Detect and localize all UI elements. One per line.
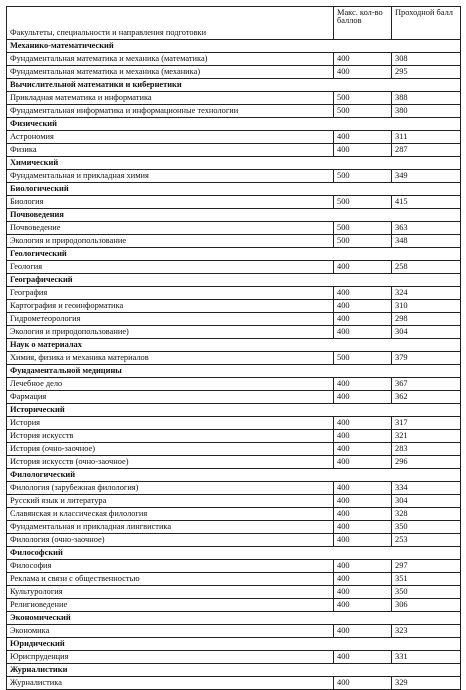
- table-row: [7, 66, 461, 79]
- faculty-name: Почвоведения: [7, 209, 461, 222]
- program-name: История искусств (очно-заочное): [7, 456, 334, 469]
- admission-scores-table: [6, 6, 461, 690]
- faculty-section-row: [7, 638, 461, 651]
- passing-score: 350: [392, 586, 461, 599]
- table-row: [7, 92, 461, 105]
- faculty-section-row: [7, 118, 461, 131]
- passing-score: 304: [392, 495, 461, 508]
- passing-score: 311: [392, 131, 461, 144]
- passing-score: 348: [392, 235, 461, 248]
- faculty-name: Филологический: [7, 469, 461, 482]
- table-row: [7, 430, 461, 443]
- max-score: 400: [334, 586, 392, 599]
- table-row: [7, 417, 461, 430]
- passing-score: 295: [392, 66, 461, 79]
- program-name: Журналистика: [7, 677, 334, 690]
- faculty-section-row: [7, 612, 461, 625]
- table-row: [7, 352, 461, 365]
- max-score: 400: [334, 261, 392, 274]
- passing-score: 331: [392, 651, 461, 664]
- program-name: Юриспруденция: [7, 651, 334, 664]
- table-row: [7, 144, 461, 157]
- faculty-section-row: [7, 248, 461, 261]
- table-row: [7, 625, 461, 638]
- program-name: Картография и геоинформатика: [7, 300, 334, 313]
- program-name: Фундаментальная математика и механика (механика): [7, 66, 334, 79]
- max-score: 400: [334, 482, 392, 495]
- faculty-section-row: [7, 40, 461, 53]
- passing-score: 324: [392, 287, 461, 300]
- faculty-name: Механико-математический: [7, 40, 461, 53]
- table-row: [7, 573, 461, 586]
- program-name: Астрономия: [7, 131, 334, 144]
- faculty-section-row: [7, 547, 461, 560]
- program-name: Фундаментальная и прикладная химия: [7, 170, 334, 183]
- program-name: Фармация: [7, 391, 334, 404]
- max-score: 400: [334, 66, 392, 79]
- program-name: Экономика: [7, 625, 334, 638]
- max-score: 400: [334, 456, 392, 469]
- table-row: [7, 222, 461, 235]
- passing-score: 323: [392, 625, 461, 638]
- passing-score: 349: [392, 170, 461, 183]
- faculty-name: Физический: [7, 118, 461, 131]
- table-row: [7, 300, 461, 313]
- passing-score: 298: [392, 313, 461, 326]
- passing-score: 306: [392, 599, 461, 612]
- table-row: [7, 560, 461, 573]
- program-name: История: [7, 417, 334, 430]
- program-name: Прикладная математика и информатика: [7, 92, 334, 105]
- faculty-section-row: [7, 664, 461, 677]
- passing-score: 363: [392, 222, 461, 235]
- passing-score: 367: [392, 378, 461, 391]
- header-passing-score: Проходной балл: [392, 7, 461, 40]
- program-name: Экология и природопользование: [7, 235, 334, 248]
- faculty-name: Юридический: [7, 638, 461, 651]
- passing-score: 308: [392, 53, 461, 66]
- max-score: 400: [334, 417, 392, 430]
- program-name: Религиоведение: [7, 599, 334, 612]
- passing-score: 415: [392, 196, 461, 209]
- program-name: Культурология: [7, 586, 334, 599]
- table-row: [7, 482, 461, 495]
- table-row: [7, 313, 461, 326]
- max-score: 400: [334, 521, 392, 534]
- passing-score: 296: [392, 456, 461, 469]
- table-row: [7, 170, 461, 183]
- passing-score: 310: [392, 300, 461, 313]
- program-name: История искусств: [7, 430, 334, 443]
- max-score: 400: [334, 378, 392, 391]
- passing-score: 334: [392, 482, 461, 495]
- table-row: [7, 105, 461, 118]
- max-score: 400: [334, 560, 392, 573]
- faculty-name: Фундаментальной медицины: [7, 365, 461, 378]
- max-score: 400: [334, 430, 392, 443]
- max-score: 500: [334, 352, 392, 365]
- table-row: [7, 651, 461, 664]
- passing-score: 304: [392, 326, 461, 339]
- table-row: [7, 456, 461, 469]
- max-score: 400: [334, 313, 392, 326]
- faculty-name: Экономический: [7, 612, 461, 625]
- passing-score: 350: [392, 521, 461, 534]
- program-name: Фундаментальная информатика и информационные технологии: [7, 105, 334, 118]
- table-row: [7, 534, 461, 547]
- program-name: Химия, физика и механика материалов: [7, 352, 334, 365]
- max-score: 400: [334, 300, 392, 313]
- table-row: [7, 443, 461, 456]
- table-row: [7, 287, 461, 300]
- program-name: Биология: [7, 196, 334, 209]
- program-name: История (очно-заочное): [7, 443, 334, 456]
- program-name: Реклама и связи с общественностью: [7, 573, 334, 586]
- faculty-section-row: [7, 274, 461, 287]
- max-score: 400: [334, 144, 392, 157]
- passing-score: 297: [392, 560, 461, 573]
- max-score: 500: [334, 105, 392, 118]
- program-name: Филология (зарубежная филология): [7, 482, 334, 495]
- max-score: 400: [334, 651, 392, 664]
- program-name: Фундаментальная математика и механика (математика): [7, 53, 334, 66]
- table-row: [7, 495, 461, 508]
- program-name: Фундаментальная и прикладная лингвистика: [7, 521, 334, 534]
- passing-score: 321: [392, 430, 461, 443]
- program-name: Филология (очно-заочное): [7, 534, 334, 547]
- table-row: [7, 196, 461, 209]
- max-score: 400: [334, 495, 392, 508]
- faculty-name: Географический: [7, 274, 461, 287]
- passing-score: 379: [392, 352, 461, 365]
- program-name: Лечебное дело: [7, 378, 334, 391]
- header-max-score: Макс. кол-во баллов: [334, 7, 392, 40]
- program-name: Славянская и классическая филология: [7, 508, 334, 521]
- max-score: 500: [334, 222, 392, 235]
- program-name: Почвоведение: [7, 222, 334, 235]
- passing-score: 328: [392, 508, 461, 521]
- table-row: [7, 235, 461, 248]
- max-score: 400: [334, 573, 392, 586]
- faculty-section-row: [7, 404, 461, 417]
- table-row: [7, 599, 461, 612]
- faculty-name: Наук о материалах: [7, 339, 461, 352]
- passing-score: 380: [392, 105, 461, 118]
- faculty-name: Исторический: [7, 404, 461, 417]
- table-row: [7, 586, 461, 599]
- passing-score: 317: [392, 417, 461, 430]
- passing-score: 253: [392, 534, 461, 547]
- table-row: [7, 508, 461, 521]
- passing-score: 388: [392, 92, 461, 105]
- program-name: Геология: [7, 261, 334, 274]
- faculty-name: Журналистики: [7, 664, 461, 677]
- max-score: 400: [334, 53, 392, 66]
- table-header-row: [7, 7, 461, 40]
- max-score: 400: [334, 391, 392, 404]
- faculty-name: Вычислительной математики и кибернетики: [7, 79, 461, 92]
- table-row: [7, 261, 461, 274]
- max-score: 400: [334, 599, 392, 612]
- max-score: 400: [334, 287, 392, 300]
- passing-score: 329: [392, 677, 461, 690]
- max-score: 500: [334, 235, 392, 248]
- max-score: 400: [334, 508, 392, 521]
- max-score: 400: [334, 443, 392, 456]
- passing-score: 362: [392, 391, 461, 404]
- faculty-section-row: [7, 183, 461, 196]
- program-name: География: [7, 287, 334, 300]
- program-name: Философия: [7, 560, 334, 573]
- faculty-name: Геологический: [7, 248, 461, 261]
- program-name: Физика: [7, 144, 334, 157]
- faculty-name: Биологический: [7, 183, 461, 196]
- max-score: 400: [334, 534, 392, 547]
- max-score: 400: [334, 677, 392, 690]
- table-row: [7, 326, 461, 339]
- table-row: [7, 53, 461, 66]
- max-score: 500: [334, 92, 392, 105]
- passing-score: 351: [392, 573, 461, 586]
- faculty-name: Философский: [7, 547, 461, 560]
- max-score: 400: [334, 131, 392, 144]
- program-name: Русский язык и литература: [7, 495, 334, 508]
- passing-score: 287: [392, 144, 461, 157]
- passing-score: 283: [392, 443, 461, 456]
- table-row: [7, 131, 461, 144]
- faculty-name: Химический: [7, 157, 461, 170]
- faculty-section-row: [7, 365, 461, 378]
- table-row: [7, 378, 461, 391]
- table-row: [7, 391, 461, 404]
- faculty-section-row: [7, 157, 461, 170]
- max-score: 400: [334, 625, 392, 638]
- program-name: Гидрометеорология: [7, 313, 334, 326]
- table-row: [7, 677, 461, 690]
- max-score: 400: [334, 326, 392, 339]
- faculty-section-row: [7, 339, 461, 352]
- passing-score: 258: [392, 261, 461, 274]
- faculty-section-row: [7, 209, 461, 222]
- faculty-section-row: [7, 79, 461, 92]
- header-programs: Факультеты, специальности и направления подготовки: [7, 7, 334, 40]
- max-score: 500: [334, 196, 392, 209]
- program-name: Экология и природопользование): [7, 326, 334, 339]
- max-score: 500: [334, 170, 392, 183]
- table-row: [7, 521, 461, 534]
- faculty-section-row: [7, 469, 461, 482]
